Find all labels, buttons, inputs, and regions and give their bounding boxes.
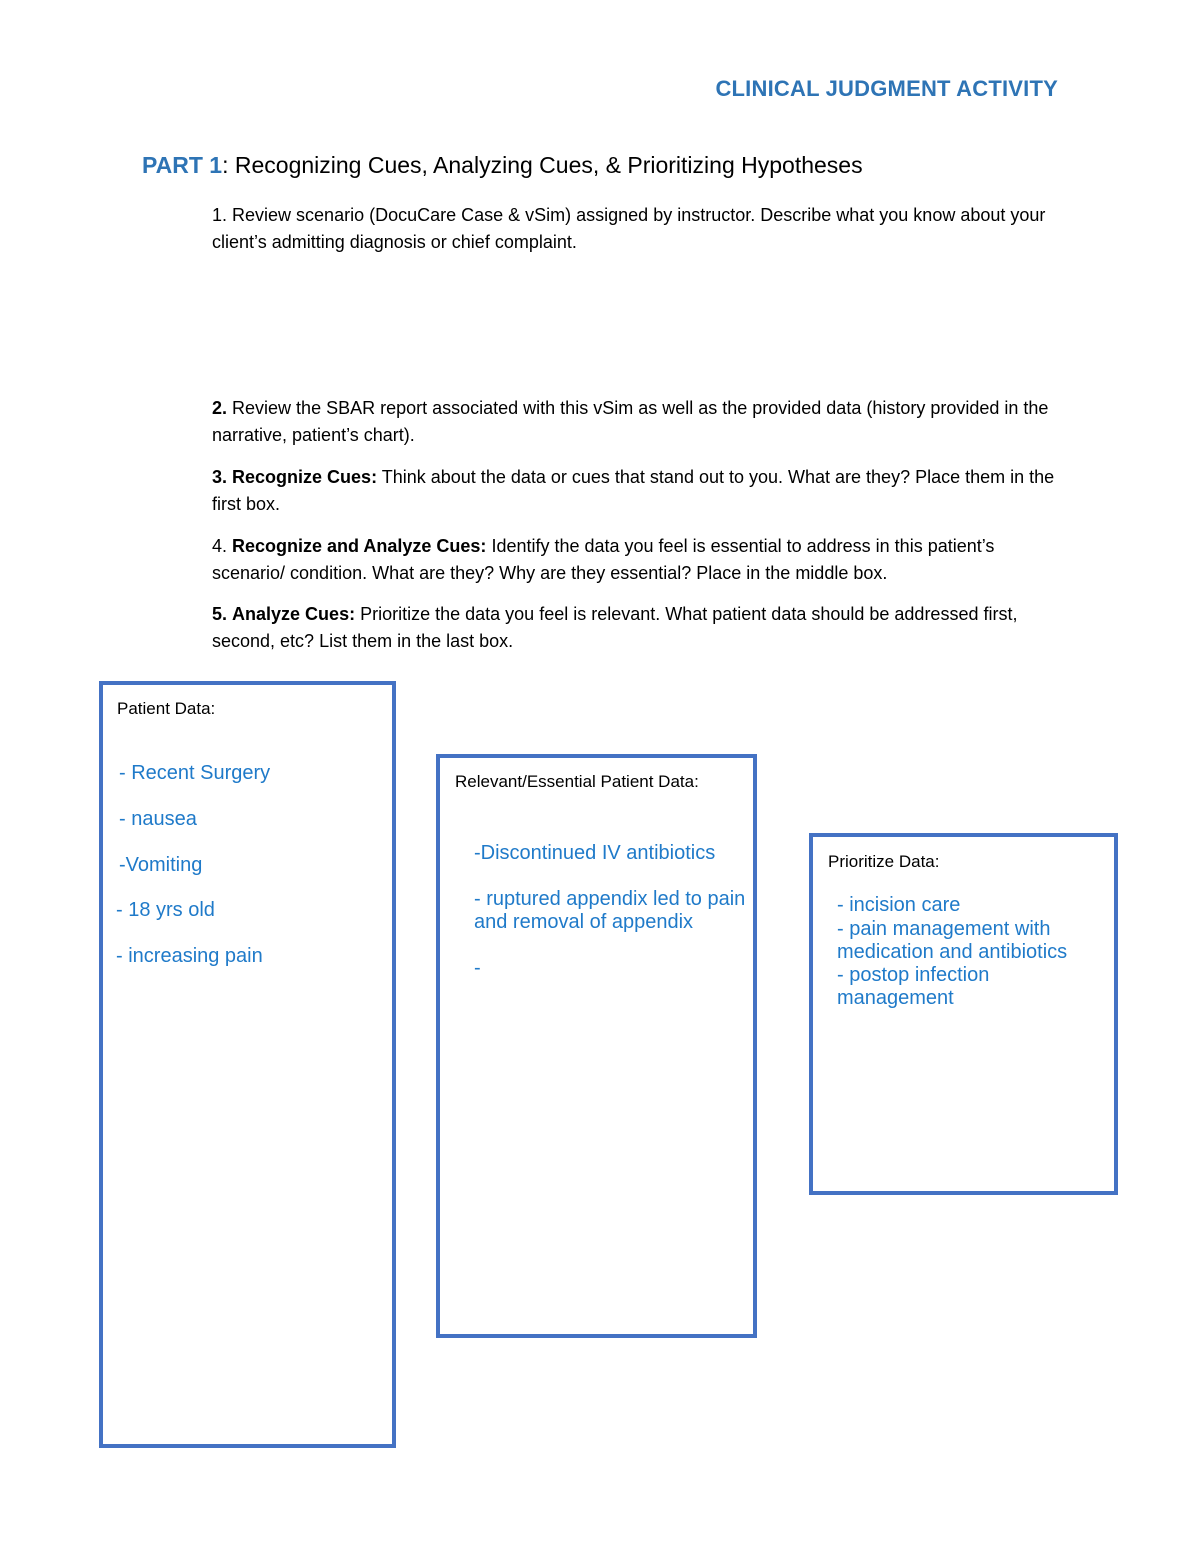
prioritize-data-entry: - pain management with medication and antibiotics xyxy=(837,918,1068,963)
question-number: 1. xyxy=(212,205,228,225)
part-title: : Recognizing Cues, Analyzing Cues, & Prioritizing Hypotheses xyxy=(222,152,863,178)
relevant-data-entry: - xyxy=(474,957,481,979)
prioritize-data-title: Prioritize Data: xyxy=(828,852,940,871)
patient-data-entry: - Recent Surgery xyxy=(119,762,271,784)
relevant-data-entry: - ruptured appendix led to pain and removal of appendix xyxy=(474,888,746,933)
prioritize-data-entry: - postop infection management xyxy=(837,964,990,1009)
question-text: Think about the data or cues that stand out to you. What are they? Place them in the first box. xyxy=(212,467,1055,514)
question-text: Review scenario (DocuCare Case & vSim) assigned by instructor. Describe what you know about your client’s admitting diagnosis or chief complaint. xyxy=(212,205,1046,252)
question-3 xyxy=(212,464,1072,518)
relevant-data-entry: -Discontinued IV antibiotics xyxy=(474,842,716,864)
patient-data-title: Patient Data: xyxy=(117,699,216,718)
question-heading: Recognize and Analyze Cues: xyxy=(232,536,487,556)
patient-data-entry: - nausea xyxy=(119,808,197,830)
part-heading xyxy=(142,152,863,179)
question-number: 3. xyxy=(212,467,228,487)
question-text: Review the SBAR report associated with this vSim as well as the provided data (history provided in the narrative, patient’s chart). xyxy=(212,398,1049,445)
question-number: 2. xyxy=(212,398,228,418)
question-number: 5. xyxy=(212,604,228,624)
question-1 xyxy=(212,202,1072,256)
prioritize-data-box[interactable] xyxy=(809,833,1118,1195)
patient-data-entry: - 18 yrs old xyxy=(116,899,215,921)
question-2 xyxy=(212,395,1072,449)
patient-data-entry: - increasing pain xyxy=(116,945,263,967)
patient-data-box[interactable] xyxy=(99,681,396,1448)
relevant-data-title: Relevant/Essential Patient Data: xyxy=(455,772,699,791)
question-text: Prioritize the data you feel is relevant. What patient data should be addressed first, second, etc? List them in the last box. xyxy=(212,604,1018,651)
question-5 xyxy=(212,601,1072,655)
relevant-data-box[interactable] xyxy=(436,754,757,1338)
document-title: CLINICAL JUDGMENT ACTIVITY xyxy=(715,76,1058,101)
patient-data-entry: -Vomiting xyxy=(119,854,203,876)
question-heading: Recognize Cues: xyxy=(232,467,378,487)
question-text: Identify the data you feel is essential to address in this patient’s scenario/ condition. What are they? Why are they essential? Place in the middle box. xyxy=(212,536,995,583)
question-4 xyxy=(212,533,1072,587)
question-heading: Analyze Cues: xyxy=(232,604,356,624)
question-number: 4. xyxy=(212,536,228,556)
part-number: PART 1 xyxy=(142,152,223,178)
prioritize-data-entry: - incision care xyxy=(837,894,961,916)
